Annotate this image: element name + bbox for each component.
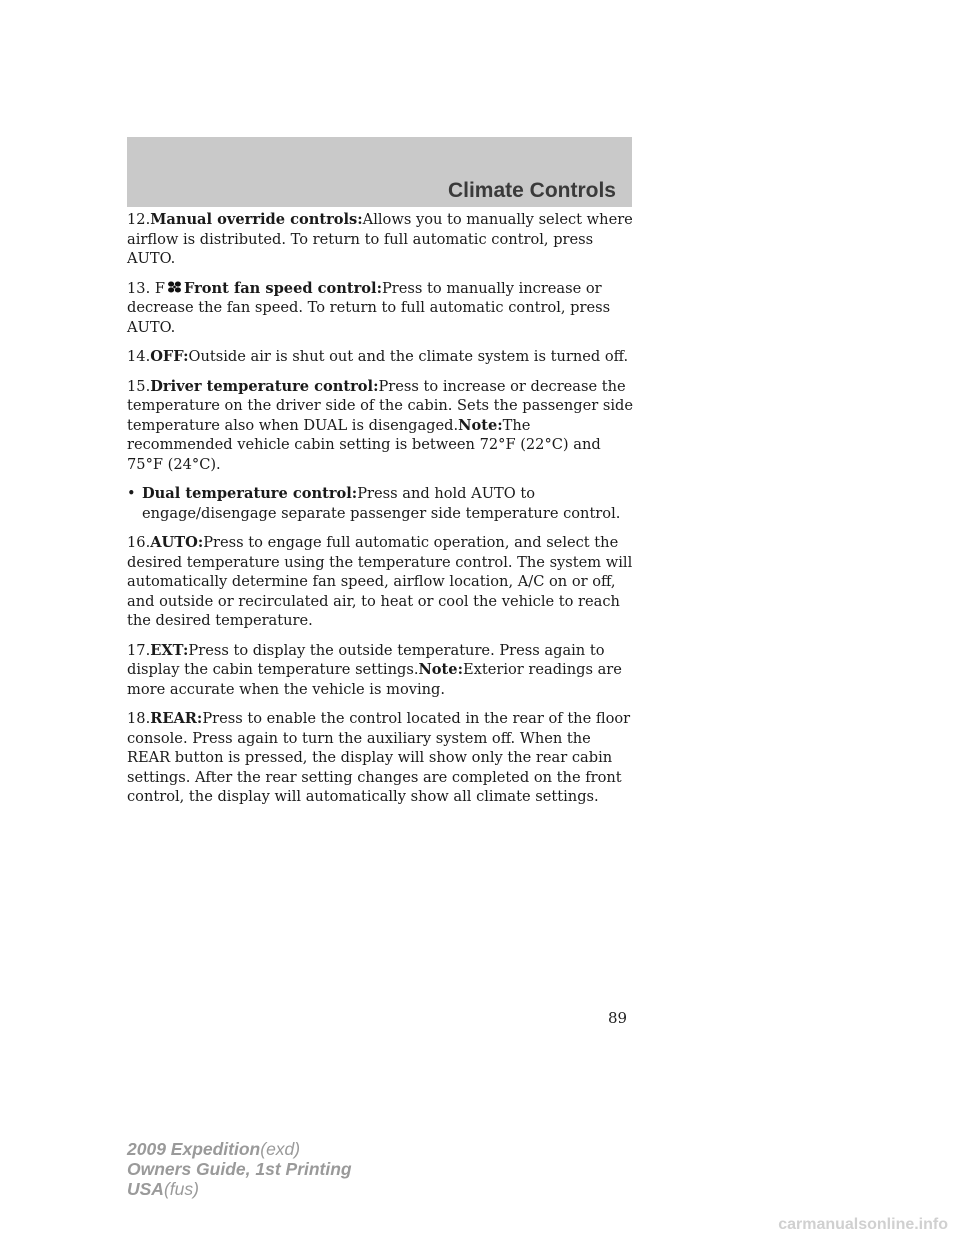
bullet-item [127,484,637,523]
item-number: 17. [127,641,151,659]
item-text: Press to enable the control located in the rear of the floor console. Press again to turn the auxiliary system off. When the REAR button is pressed, the display will show only the rear cabin settings. After the rear setting changes are completed on the front control, the display will automatically show all climate settings. [127,710,631,805]
item-number: 18. [127,710,151,727]
note-text: The recommended vehicle cabin setting is between 72°F (22°C) and 75°F (24°C). [127,416,601,473]
item-label: Manual override controls: [150,211,363,228]
item-number: 14. [127,348,151,365]
item-label: EXT: [150,641,189,659]
item-number: 16. [127,534,151,551]
item-number: 13. F [127,279,165,297]
footer [127,1139,352,1199]
item-text: Outside air is shut out and the climate system is turned off. [188,348,629,365]
footer-line-2: Owners Guide, 1st Printing [127,1159,352,1179]
note-label: Note: [458,416,503,434]
item-text: Press to display the outside temperature. Press again to display the cabin temperature settings. [127,641,605,678]
item-text: Press to engage full automatic operation, and select the desired temperature using the temperature control. The system will automatically determine fan speed, airflow location, A/C on or off, and outside or recirculated air, to heat or cool the vehicle to reach the desired temperature. [127,534,633,629]
section-title: Climate Controls [447,179,616,202]
footer-model-code: (exd) [260,1139,301,1159]
item-12 [127,210,637,269]
item-14 [127,347,637,367]
fan-icon [166,280,183,294]
item-label: OFF: [150,348,189,365]
item-label: REAR: [150,710,203,727]
note-label: Note: [418,661,463,678]
item-number: 15. [127,377,151,395]
footer-market: USA [127,1179,164,1199]
item-number: 12. [127,211,151,228]
item-text: Press to increase or decrease the temperature on the driver side of the cabin. Sets the passenger side temperature also when DUAL is disengaged. [127,377,634,434]
item-15 [127,377,637,475]
page-content [127,210,637,817]
footer-line-3 [127,1179,352,1199]
item-text: Allows you to manually select where airflow is distributed. To return to full automatic control, press AUTO. [127,211,633,267]
item-text: Press and hold AUTO to engage/disengage separate passenger side temperature control. [142,485,621,522]
page-number: 89 [608,1009,628,1027]
item-label: Front fan speed control: [183,279,382,297]
section-header-band [127,137,632,207]
item-label: Dual temperature control: [142,485,358,502]
footer-model: 2009 Expedition [127,1139,261,1159]
footer-market-code: (fus) [163,1179,199,1199]
item-label: AUTO: [150,534,204,551]
item-13 [127,279,637,338]
item-text: Press to manually increase or decrease the fan speed. To return to full automatic control, press AUTO. [127,279,611,336]
item-17 [127,641,637,700]
bullet-dot: • [127,485,136,502]
item-label: Driver temperature control: [150,377,379,395]
footer-line-1 [127,1139,352,1159]
item-18 [127,709,637,807]
item-16 [127,533,637,631]
note-text: Exterior readings are more accurate when the vehicle is moving. [127,661,622,698]
watermark: carmanualsonline.info [778,1216,948,1233]
